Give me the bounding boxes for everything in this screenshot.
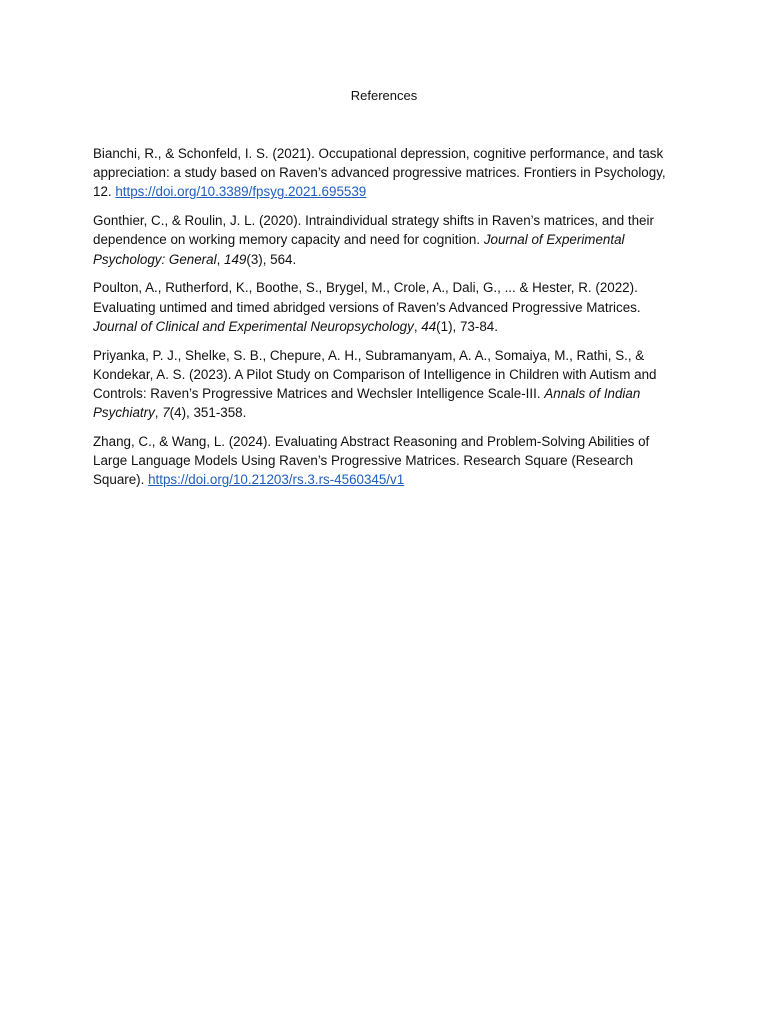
- reference-entry: [93, 144, 677, 202]
- reference-text: Poulton, A., Rutherford, K., Boothe, S., Brygel, M., Crole, A., Dali, G., ... & Hester, R. (2022). Evaluating untimed and timed abridged versions of Raven’s Advanced Progressive Matrices.: [93, 280, 641, 315]
- reference-italic-text: Journal of Experimental Psychology: General: [93, 232, 625, 267]
- reference-text: (1), 73-84.: [436, 318, 498, 334]
- reference-text: ,: [413, 318, 422, 334]
- references-heading: References: [350, 88, 418, 103]
- reference-text: Bianchi, R., & Schonfeld, I. S. (2021). Occupational depression, cognitive performance, and task appreciation: a study based on Raven’s advanced progressive matrices. Frontiers in Psychology, 12.: [93, 146, 666, 200]
- reference-italic-text: Journal of Clinical and Experimental Neuropsychology: [93, 318, 414, 334]
- reference-italic-text: Annals of Indian Psychiatry: [93, 386, 641, 421]
- doi-link[interactable]: https://doi.org/10.21203/rs.3.rs-4560345/v1: [148, 472, 405, 488]
- reference-text: Zhang, C., & Wang, L. (2024). Evaluating Abstract Reasoning and Problem-Solving Abilities of Large Language Models Using Raven’s Progressive Matrices. Research Square (Research Square).: [93, 434, 650, 488]
- reference-text: Gonthier, C., & Roulin, J. L. (2020). Intraindividual strategy shifts in Raven’s matrices, and their dependence on working memory capacity and need for cognition.: [93, 213, 654, 248]
- reference-list: [93, 144, 677, 499]
- reference-entry: [93, 346, 677, 423]
- reference-text: (3), 564.: [246, 251, 297, 267]
- reference-entry: [93, 432, 677, 490]
- reference-text: Priyanka, P. J., Shelke, S. B., Chepure, A. H., Subramanyam, A. A., Somaiya, M., Rathi, S., & Kondekar, A. S. (2023). A Pilot Study on Comparison of Intelligence in Children with Autism and Controls: Raven’s Progressive Matrices and Wechsler Intelligence Scale-III.: [93, 347, 657, 402]
- reference-text: (4), 351-358.: [169, 405, 247, 421]
- reference-italic-text: 44: [421, 318, 437, 334]
- reference-italic-text: 7: [162, 405, 170, 421]
- reference-entry: [93, 211, 677, 269]
- reference-text: ,: [154, 405, 163, 421]
- reference-text: ,: [216, 251, 225, 267]
- reference-italic-text: 149: [224, 251, 247, 267]
- doi-link[interactable]: https://doi.org/10.3389/fpsyg.2021.695539: [115, 184, 367, 200]
- reference-entry: [93, 278, 677, 336]
